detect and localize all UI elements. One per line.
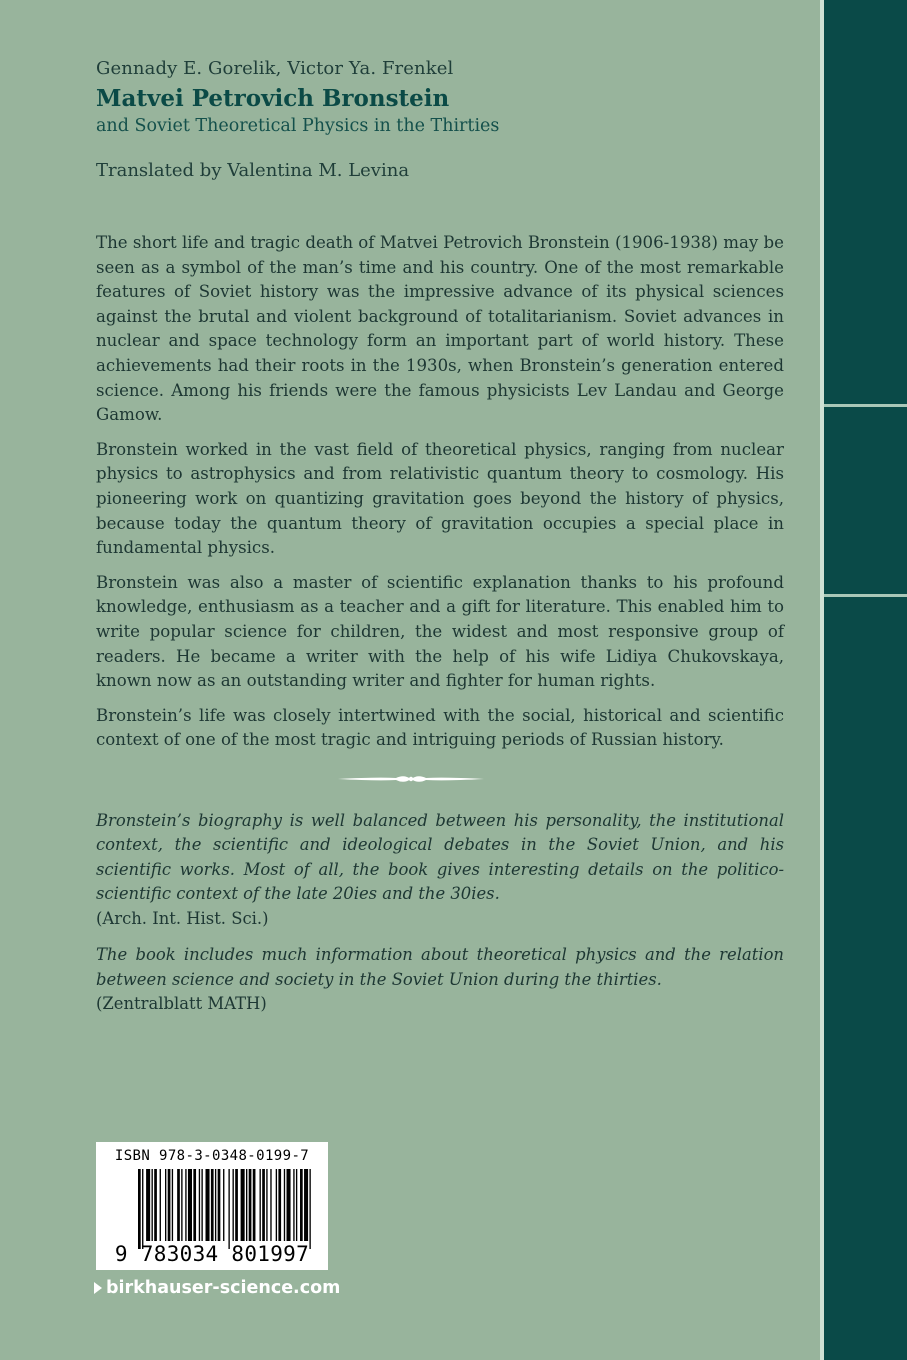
barcode-bar — [253, 1169, 256, 1241]
barcode-bar — [276, 1169, 277, 1241]
description-paragraph: The short life and tragic death of Matvei Petrovich Bronstein (1906-1938) may be seen as a symbol of the man’s time and his country. One of the most remarkable features of Soviet history was the impressive advance of its physical sciences against the brutal and violent background of totalitarianism. Soviet advances in nuclear and space technology form an important part of world history. These achievements had their roots in the 1930s, when Bronstein’s generation entered science. Among his friends were the famous physicists Lev Landau and George Gamow. — [96, 233, 784, 425]
description-paragraph: Bronstein was also a master of scientific explanation thanks to his profound knowledge, enthusiasm as a teacher and a gift for literature. This enabled him to write popular science for children, the widest and most responsive group of readers. He became a writer with the help of his wife Lidiya Chukovskaya, known now as an outstanding writer and fighter for human rights. — [96, 572, 784, 691]
description — [96, 231, 784, 753]
barcode-bar — [154, 1169, 157, 1241]
barcode-bar — [246, 1169, 247, 1241]
barcode-bar — [160, 1169, 161, 1241]
book-subtitle: and Soviet Theoretical Physics in the Thirties — [96, 116, 500, 136]
barcode-bar — [165, 1169, 166, 1241]
barcode-bar — [201, 1169, 202, 1241]
book-title: Matvei Petrovich Bronstein — [96, 85, 450, 112]
barcode-bar — [293, 1169, 294, 1241]
barcode-bar — [172, 1169, 173, 1241]
review-source: (Zentralblatt MATH) — [96, 994, 267, 1014]
barcode-bar — [218, 1169, 221, 1241]
barcode — [96, 1142, 328, 1270]
barcode-bar — [223, 1169, 224, 1241]
back-cover-content — [96, 58, 784, 1029]
barcode-bar — [193, 1169, 196, 1241]
barcode-bar — [206, 1169, 210, 1241]
barcode-bar — [181, 1169, 182, 1241]
barcode-bar — [309, 1169, 310, 1249]
barcode-bar — [142, 1169, 143, 1249]
review-source: (Arch. Int. Hist. Sci.) — [96, 908, 269, 928]
description-paragraph: Bronstein worked in the vast field of theoretical physics, ranging from nuclear physics to astrophysics and from relativistic quantum theory to cosmology. His pioneering work on quantizing gravitation goes beyond the history of physics, because today the quantum theory of gravitation occupies a special place in fundamental physics. — [96, 439, 784, 558]
barcode-bar — [278, 1169, 281, 1241]
reviews — [96, 809, 784, 1017]
barcode-digits: 9 783034 801997 — [114, 1242, 310, 1266]
barcode-bar — [228, 1169, 229, 1249]
barcode-bar — [262, 1169, 265, 1241]
translator: Translated by Valentina M. Levina — [96, 160, 410, 181]
arrow-right-icon — [94, 1282, 102, 1294]
barcode-bar — [215, 1169, 216, 1241]
barcode-bar — [177, 1169, 180, 1241]
barcode-bar — [146, 1169, 150, 1241]
spine-divider-upper — [824, 404, 907, 407]
barcode-bar — [152, 1169, 153, 1241]
barcode-bar — [185, 1169, 186, 1241]
barcode-bar — [296, 1169, 297, 1241]
barcode-bar — [199, 1169, 200, 1241]
cover-spine — [820, 0, 907, 1360]
isbn-label: ISBN 978-3-0348-0199-7 — [114, 1148, 310, 1164]
barcode-bar — [304, 1169, 308, 1241]
barcode-bar — [287, 1169, 291, 1241]
barcode-bar — [188, 1169, 192, 1241]
review-quote: The book includes much information about theoretical physics and the relation between science and society in the Soviet Union during the thirties. — [96, 945, 784, 989]
barcode-bar — [168, 1169, 171, 1241]
barcode-bar — [260, 1169, 261, 1241]
barcode-bar — [270, 1169, 271, 1241]
ornament-divider-icon — [336, 771, 486, 787]
authors: Gennady E. Gorelik, Victor Ya. Frenkel — [96, 58, 454, 79]
website-label: birkhauser-science.com — [106, 1278, 341, 1298]
barcode-bar — [235, 1169, 238, 1241]
spine-edge-line — [820, 0, 824, 1360]
review-quote: Bronstein’s biography is well balanced between his personality, the institutional context, the scientific and ideological debates in the Soviet Union, and his scientific works. Most of all, the book gives interesting details on the politico-scientific context of the late 20ies and the 30ies. — [96, 810, 784, 904]
publisher-website[interactable] — [94, 1278, 340, 1298]
barcode-bar — [233, 1169, 234, 1241]
description-paragraph: Bronstein’s life was closely intertwined with the social, historical and scientific context of one of the most tragic and intriguing periods of Russian history. — [96, 705, 784, 750]
barcode-bar — [138, 1169, 141, 1249]
barcode-bar — [300, 1169, 303, 1241]
spine-divider-lower — [824, 594, 907, 597]
barcode-bar — [249, 1169, 252, 1241]
barcode-bar — [211, 1169, 214, 1241]
barcode-bar — [266, 1169, 267, 1241]
barcode-bar — [284, 1169, 285, 1241]
barcode-bar — [241, 1169, 245, 1241]
